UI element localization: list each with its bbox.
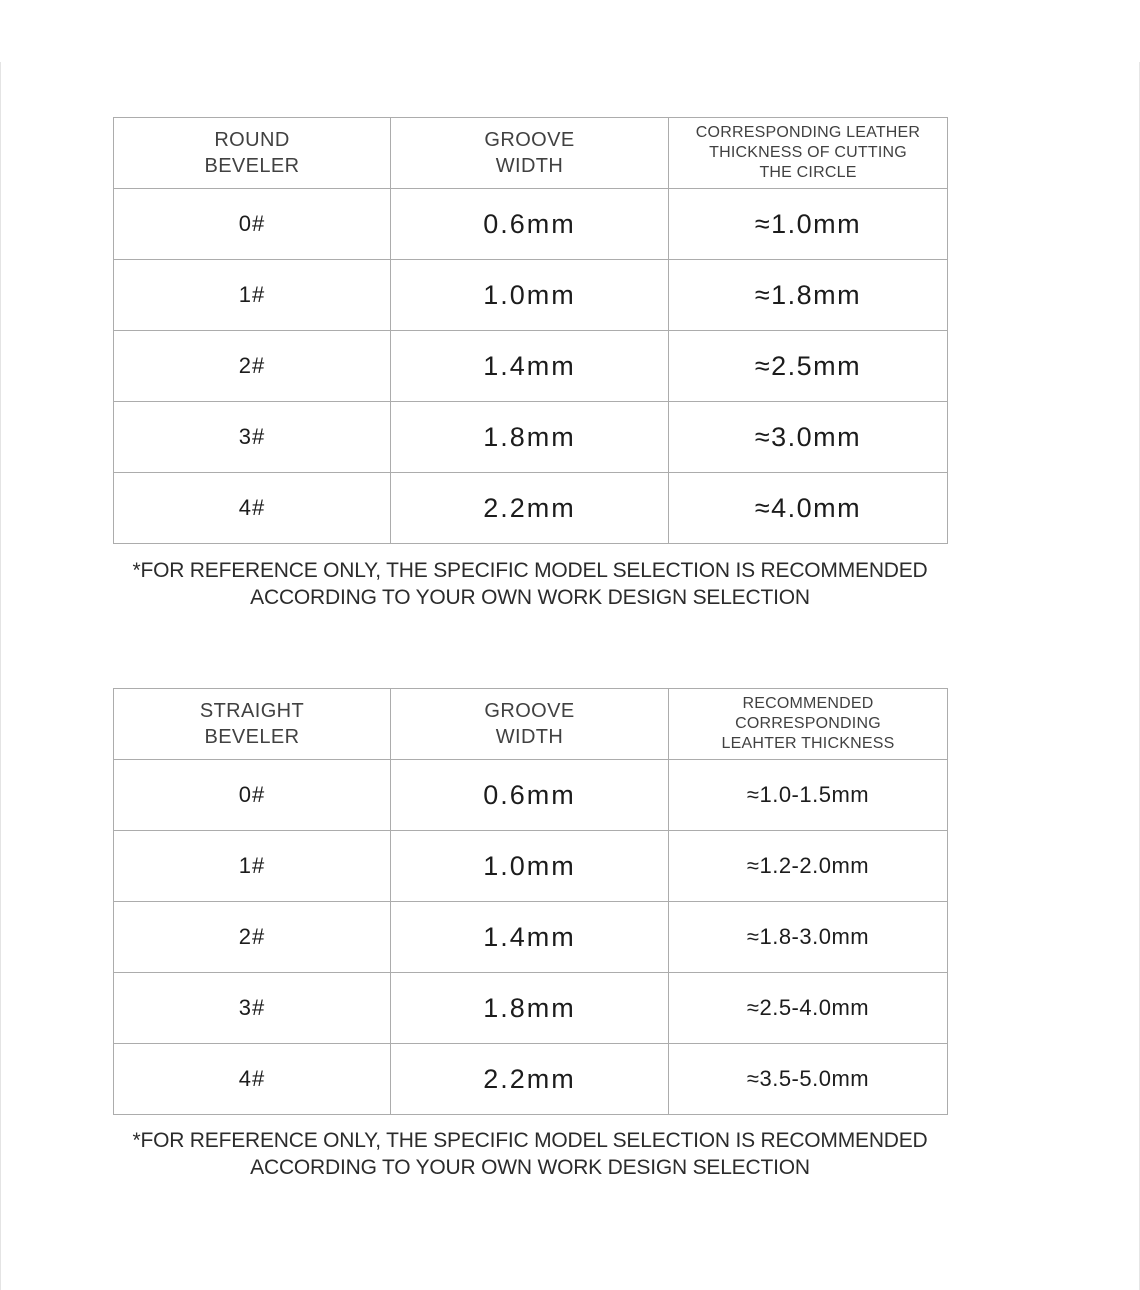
- header-line: ROUND: [214, 129, 290, 151]
- straight-table-header-row: [114, 689, 948, 760]
- model-cell: 4#: [114, 1044, 391, 1115]
- model-cell: 2#: [114, 902, 391, 973]
- groove-cell: 0.6mm: [391, 189, 669, 260]
- straight-beveler-table: [113, 688, 948, 1115]
- model-cell: 4#: [114, 473, 391, 544]
- header-line: LEAHTER THICKNESS: [721, 735, 895, 752]
- header-line: CORRESPONDING: [735, 715, 881, 732]
- footnote-line: ACCORDING TO YOUR OWN WORK DESIGN SELECTION: [250, 1156, 810, 1179]
- round-beveler-table: [113, 117, 948, 544]
- header-line: WIDTH: [495, 726, 564, 748]
- groove-cell: 2.2mm: [391, 1044, 669, 1115]
- thickness-cell: ≈4.0mm: [669, 473, 948, 544]
- round-header-beveler: [114, 118, 391, 189]
- thickness-cell: ≈1.2-2.0mm: [669, 831, 948, 902]
- table-row: [114, 473, 948, 544]
- groove-cell: 1.4mm: [391, 902, 669, 973]
- header-line: THICKNESS OF CUTTING: [709, 144, 907, 161]
- model-cell: 3#: [114, 402, 391, 473]
- header-line: CORRESPONDING LEATHER: [695, 124, 921, 141]
- model-cell: 0#: [114, 760, 391, 831]
- header-line: RECOMMENDED: [742, 695, 874, 712]
- model-cell: 1#: [114, 260, 391, 331]
- groove-cell: 1.0mm: [391, 260, 669, 331]
- model-cell: 3#: [114, 973, 391, 1044]
- table-row: [114, 260, 948, 331]
- footnote-line: *FOR REFERENCE ONLY, THE SPECIFIC MODEL SELECTION IS RECOMMENDED: [132, 559, 928, 582]
- model-cell: 2#: [114, 331, 391, 402]
- header-line: STRAIGHT: [199, 700, 305, 722]
- groove-cell: 2.2mm: [391, 473, 669, 544]
- table-row: [114, 1044, 948, 1115]
- round-table-header-row: [114, 118, 948, 189]
- groove-cell: 1.0mm: [391, 831, 669, 902]
- table-row: [114, 973, 948, 1044]
- thickness-cell: ≈2.5-4.0mm: [669, 973, 948, 1044]
- thickness-cell: ≈1.0-1.5mm: [669, 760, 948, 831]
- round-table-footnote: [113, 557, 947, 611]
- straight-header-beveler: [114, 689, 391, 760]
- table-row: [114, 402, 948, 473]
- table-row: [114, 760, 948, 831]
- thickness-cell: ≈1.8-3.0mm: [669, 902, 948, 973]
- header-line: THE CIRCLE: [759, 164, 857, 181]
- model-cell: 0#: [114, 189, 391, 260]
- groove-cell: 1.8mm: [391, 973, 669, 1044]
- table-row: [114, 189, 948, 260]
- groove-cell: 1.8mm: [391, 402, 669, 473]
- table-row: [114, 331, 948, 402]
- thickness-cell: ≈2.5mm: [669, 331, 948, 402]
- header-line: BEVELER: [204, 726, 300, 748]
- header-line: GROOVE: [484, 700, 575, 722]
- round-header-thickness: [669, 118, 948, 189]
- thickness-cell: ≈1.8mm: [669, 260, 948, 331]
- groove-cell: 1.4mm: [391, 331, 669, 402]
- header-line: BEVELER: [204, 155, 300, 177]
- table-row: [114, 831, 948, 902]
- footnote-line: ACCORDING TO YOUR OWN WORK DESIGN SELECTION: [250, 586, 810, 609]
- straight-header-groove-width: [391, 689, 669, 760]
- straight-header-thickness: [669, 689, 948, 760]
- straight-table-footnote: [113, 1127, 947, 1181]
- model-cell: 1#: [114, 831, 391, 902]
- thickness-cell: ≈3.5-5.0mm: [669, 1044, 948, 1115]
- header-line: WIDTH: [495, 155, 564, 177]
- groove-cell: 0.6mm: [391, 760, 669, 831]
- round-header-groove-width: [391, 118, 669, 189]
- table-row: [114, 902, 948, 973]
- thickness-cell: ≈3.0mm: [669, 402, 948, 473]
- thickness-cell: ≈1.0mm: [669, 189, 948, 260]
- footnote-line: *FOR REFERENCE ONLY, THE SPECIFIC MODEL SELECTION IS RECOMMENDED: [132, 1129, 928, 1152]
- header-line: GROOVE: [484, 129, 575, 151]
